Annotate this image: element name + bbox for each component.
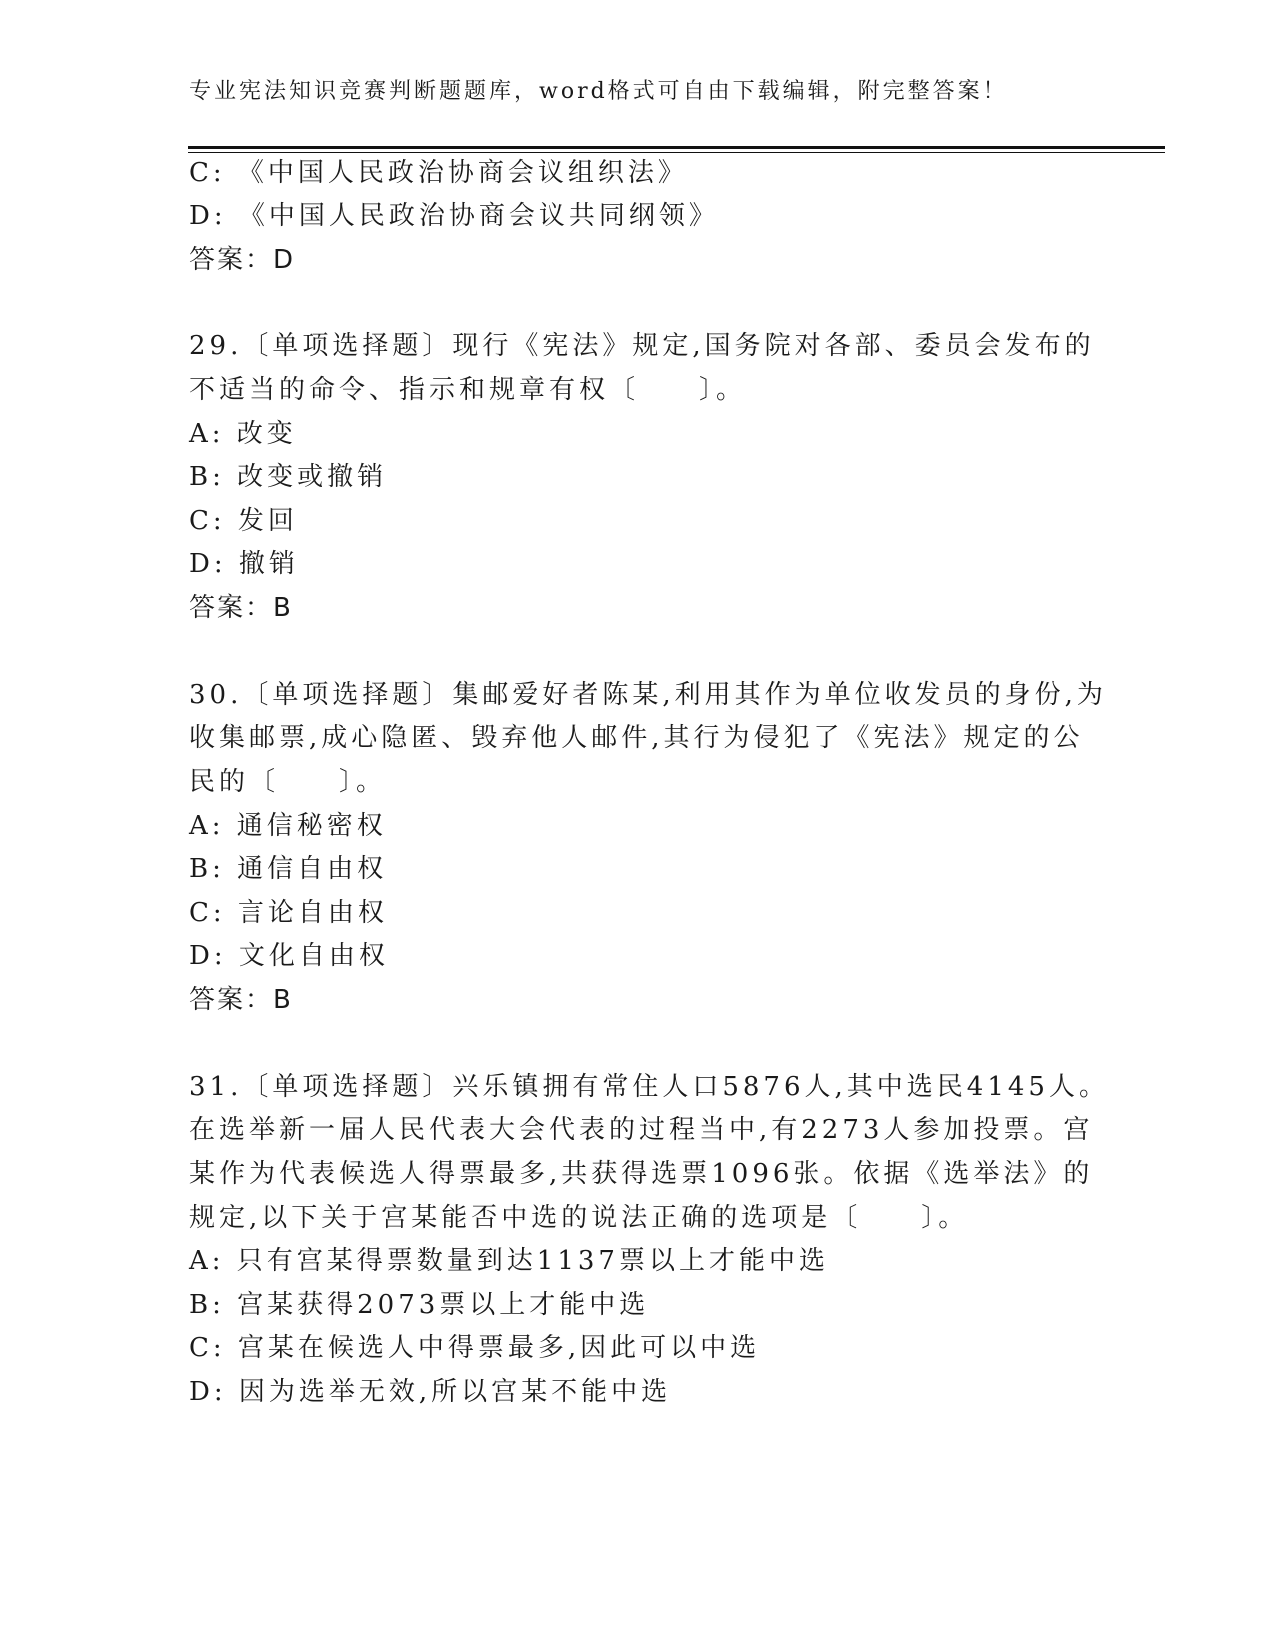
q29-stem-line1: 29.〔单项选择题〕现行《宪法》规定,国务院对各部、委员会发布的 bbox=[189, 331, 1095, 361]
q31-stem-line1: 31.〔单项选择题〕兴乐镇拥有常住人口5876人,其中选民4145人。 bbox=[189, 1072, 1109, 1102]
q29-stem-line2: 不适当的命令、指示和规章有权〔 〕。 bbox=[189, 375, 747, 405]
q30-stem-line2: 收集邮票,成心隐匿、毁弃他人邮件,其行为侵犯了《宪法》规定的公 bbox=[189, 723, 1084, 753]
q31-option-d: D: 因为选举无效,所以宫某不能中选 bbox=[189, 1377, 672, 1407]
q29-option-b: B: 改变或撤销 bbox=[189, 462, 388, 492]
q30-option-d: D: 文化自由权 bbox=[189, 941, 389, 971]
q31-stem-line4: 规定,以下关于宫某能否中选的说法正确的选项是〔 〕。 bbox=[189, 1203, 969, 1233]
q30-option-b: B: 通信自由权 bbox=[189, 854, 388, 884]
header-divider-thin bbox=[188, 152, 1165, 153]
q30-stem-line3: 民的〔 〕。 bbox=[189, 767, 387, 797]
q30-option-c: C: 言论自由权 bbox=[189, 898, 388, 928]
q29-answer: 答案：B bbox=[189, 593, 293, 623]
q31-option-c: C: 宫某在候选人中得票最多,因此可以中选 bbox=[189, 1333, 761, 1363]
header-divider-thick bbox=[188, 146, 1165, 149]
q31-option-b: B: 宫某获得2073票以上才能中选 bbox=[189, 1290, 650, 1320]
q30-option-a: A: 通信秘密权 bbox=[189, 811, 387, 841]
q31-stem-line3: 某作为代表候选人得票最多,共获得选票1096张。依据《选举法》的 bbox=[189, 1159, 1094, 1189]
q29-option-c: C: 发回 bbox=[189, 506, 298, 536]
page-header: 专业宪法知识竞赛判断题题库，word格式可自由下载编辑，附完整答案！ bbox=[189, 79, 1008, 104]
q31-option-a: A: 只有宫某得票数量到达1137票以上才能中选 bbox=[189, 1246, 829, 1276]
q28-answer: 答案：D bbox=[189, 245, 296, 275]
q30-answer: 答案：B bbox=[189, 985, 293, 1015]
q30-stem-line1: 30.〔单项选择题〕集邮爱好者陈某,利用其作为单位收发员的身份,为 bbox=[189, 680, 1107, 710]
q29-option-a: A: 改变 bbox=[189, 419, 297, 449]
q28-option-c: C: 《中国人民政治协商会议组织法》 bbox=[189, 158, 688, 188]
q31-stem-line2: 在选举新一届人民代表大会代表的过程当中,有2273人参加投票。宫 bbox=[189, 1115, 1094, 1145]
q28-option-d: D: 《中国人民政治协商会议共同纲领》 bbox=[189, 201, 719, 231]
q29-option-d: D: 撤销 bbox=[189, 549, 299, 579]
